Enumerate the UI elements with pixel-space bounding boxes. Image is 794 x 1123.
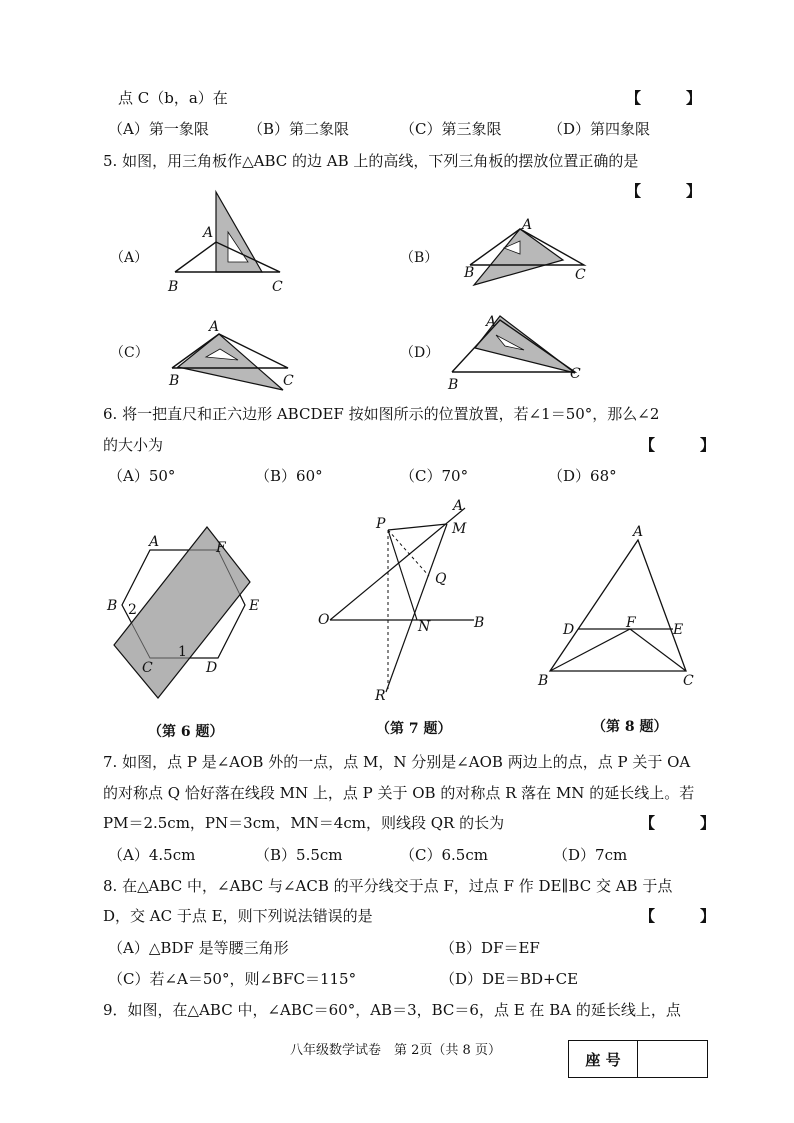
- option-c: （C）第三象限: [400, 120, 502, 138]
- fig-label: A: [522, 217, 533, 233]
- fig-label: A: [209, 319, 220, 335]
- fig-label: O: [318, 612, 330, 628]
- q8-line2: D，交 AC 于点 E，则下列说法错误的是: [103, 907, 373, 925]
- option-b: （B）第二象限: [248, 120, 350, 138]
- fig-label: A: [633, 524, 644, 540]
- option-d: （D）68°: [548, 467, 617, 485]
- fig-label: A: [203, 225, 214, 241]
- q7-line3: PM＝2.5cm，PN＝3cm，MN＝4cm，则线段 QR 的长为: [103, 814, 505, 832]
- option-c: （C）70°: [400, 467, 469, 485]
- q6-line2: 的大小为: [103, 436, 164, 454]
- q7-line1: 7. 如图，点 P 是∠AOB 外的一点，点 M，N 分别是∠AOB 两边上的点，点 P 关于 OA: [103, 753, 691, 771]
- option-label-b: （B）: [400, 250, 439, 266]
- fig-label: F: [626, 615, 636, 631]
- q9-line1: 9．如图，在△ABC 中，∠ABC＝60°，AB＝3，BC＝6，点 E 在 BA 的延长线上，点: [103, 1001, 681, 1019]
- q7-line2: 的对称点 Q 恰好落在线段 MN 上，点 P 关于 OB 的对称点 R 落在 MN 的延长线上。若: [103, 784, 695, 802]
- fig-label: C: [570, 366, 581, 382]
- fig-label: A: [486, 314, 497, 330]
- q4-tail: 点 C（b，a）在: [118, 89, 228, 107]
- fig-label: C: [575, 267, 586, 283]
- option-c: （C）若∠A＝50°，则∠BFC＝115°: [108, 970, 357, 988]
- answer-bracket: 【 】: [640, 814, 716, 832]
- fig-label: N: [418, 619, 431, 635]
- option-a: （A）4.5cm: [108, 846, 196, 864]
- fig-label: B: [169, 373, 180, 389]
- option-label-d: （D）: [400, 345, 440, 361]
- fig-label: C: [683, 673, 694, 689]
- option-label-a: （A）: [110, 250, 149, 266]
- fig-label: B: [107, 598, 118, 614]
- page-footer: 八年级数学试卷 第 2页（共 8 页）: [290, 1043, 501, 1058]
- figure-caption-8: （第 8 题）: [592, 719, 668, 735]
- answer-bracket: 【 】: [640, 436, 716, 454]
- q5-stem: 5. 如图，用三角板作△ABC 的边 AB 上的高线，下列三角板的摆放位置正确的是: [103, 152, 639, 170]
- fig-label: C: [272, 279, 283, 295]
- fig-label: A: [453, 498, 464, 514]
- figure-caption-7: （第 7 题）: [376, 721, 452, 737]
- fig-label: 1: [178, 644, 187, 660]
- fig-label: B: [474, 615, 485, 631]
- fig-label: B: [168, 279, 179, 295]
- fig-label: E: [249, 598, 260, 614]
- option-b: （B）DF＝EF: [440, 939, 540, 957]
- option-c: （C）6.5cm: [400, 846, 488, 864]
- figure-caption-6: （第 6 题）: [148, 724, 224, 740]
- fig-label: D: [563, 622, 575, 638]
- option-a: （A）第一象限: [108, 120, 209, 138]
- option-label-c: （C）: [110, 345, 149, 361]
- fig-label: F: [216, 540, 226, 556]
- option-d: （D）7cm: [553, 846, 628, 864]
- option-d: （D）第四象限: [548, 120, 651, 138]
- seat-number-label: 座 号: [569, 1041, 638, 1077]
- fig-label: C: [142, 660, 153, 676]
- fig-label: Q: [435, 571, 447, 587]
- option-b: （B）60°: [255, 467, 323, 485]
- fig-label: R: [375, 688, 386, 704]
- option-b: （B）5.5cm: [255, 846, 343, 864]
- fig-label: B: [448, 377, 459, 393]
- fig-label: A: [149, 534, 160, 550]
- seat-number-field[interactable]: [638, 1041, 706, 1077]
- option-d: （D）DE＝BD+CE: [440, 970, 579, 988]
- q6-line1: 6. 将一把直尺和正六边形 ABCDEF 按如图所示的位置放置，若∠1＝50°，那么∠2: [103, 405, 660, 423]
- seat-number-box: [568, 1040, 708, 1078]
- fig-label: P: [376, 516, 386, 532]
- q8-line1: 8. 在△ABC 中，∠ABC 与∠ACB 的平分线交于点 F，过点 F 作 DE∥BC 交 AB 于点: [103, 877, 673, 895]
- fig-label: D: [206, 660, 218, 676]
- option-a: （A）△BDF 是等腰三角形: [108, 939, 289, 957]
- fig-label: C: [283, 373, 294, 389]
- answer-bracket: 【 】: [626, 182, 702, 200]
- answer-bracket: 【 】: [626, 89, 702, 107]
- fig-label: E: [673, 622, 684, 638]
- fig-label: B: [538, 673, 549, 689]
- fig-label: 2: [128, 602, 137, 618]
- option-a: （A）50°: [108, 467, 176, 485]
- answer-bracket: 【 】: [640, 907, 716, 925]
- fig-label: B: [464, 265, 475, 281]
- fig-label: M: [452, 521, 467, 537]
